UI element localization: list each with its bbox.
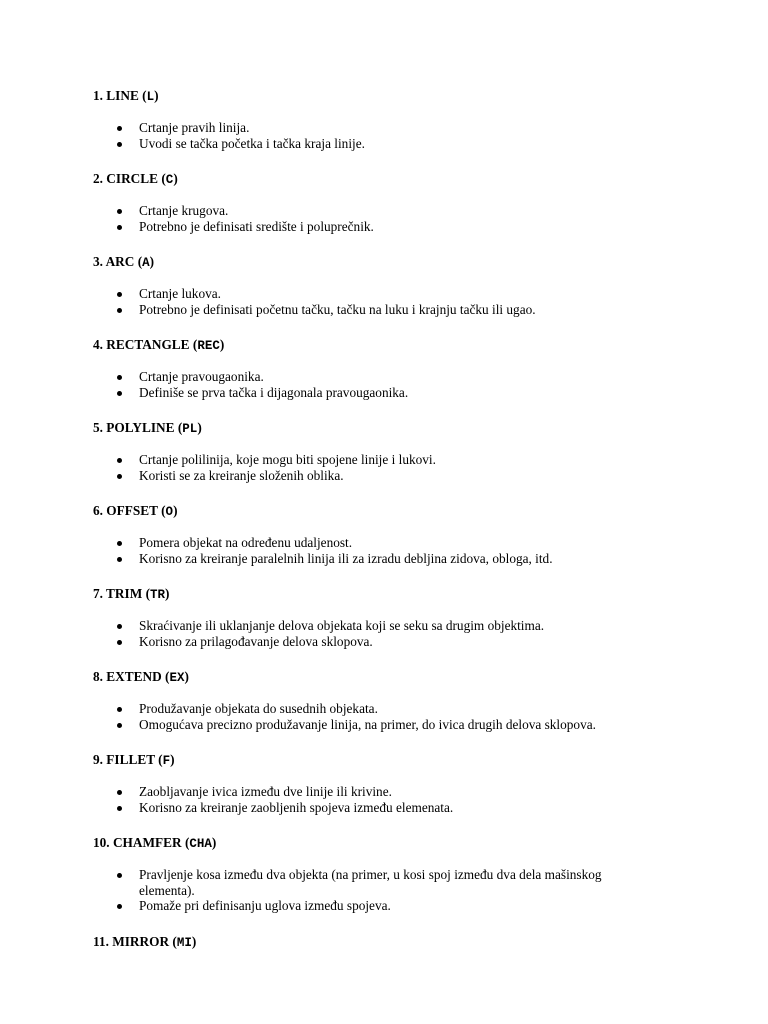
- command-section: [93, 751, 653, 815]
- list-item: Crtanje lukova.: [93, 286, 653, 302]
- command-section: [93, 253, 653, 317]
- list-item: Potrebno je definisati središte i poluprečnik.: [93, 219, 653, 235]
- section-heading: 8. EXTEND (EX): [93, 669, 189, 685]
- bullet-list: [93, 867, 653, 914]
- list-item: Produžavanje objekata do susednih objekata.: [93, 701, 653, 717]
- section-heading: 1. LINE (L): [93, 88, 159, 104]
- list-item: Definiše se prva tačka i dijagonala pravougaonika.: [93, 385, 653, 401]
- bullet-list: [93, 369, 653, 400]
- bullet-list: [93, 203, 653, 234]
- command-title: 1. LINE: [93, 88, 139, 103]
- bullet-list: [93, 618, 653, 649]
- bullet-list: [93, 286, 653, 317]
- list-item: Crtanje krugova.: [93, 203, 653, 219]
- list-item: Koristi se za kreiranje složenih oblika.: [93, 468, 653, 484]
- section-heading: 10. CHAMFER (CHA): [93, 835, 217, 851]
- bullet-list: [93, 701, 653, 732]
- command-section: [93, 170, 653, 234]
- command-shortcut: CHA: [189, 837, 212, 851]
- list-item: Korisno za kreiranje zaobljenih spojeva između elemenata.: [93, 800, 653, 816]
- command-section: [93, 419, 653, 483]
- command-section: [93, 668, 653, 732]
- bullet-list: [93, 452, 653, 483]
- command-shortcut: C: [165, 173, 174, 187]
- list-item: Pomera objekat na određenu udaljenost.: [93, 535, 653, 551]
- command-shortcut: F: [162, 754, 171, 768]
- command-title: 5. POLYLINE: [93, 420, 175, 435]
- command-title: 10. CHAMFER: [93, 835, 182, 850]
- command-title: 8. EXTEND: [93, 669, 162, 684]
- command-title: 3. ARC: [93, 254, 135, 269]
- command-section: [93, 502, 653, 566]
- section-heading: 4. RECTANGLE (REC): [93, 337, 225, 353]
- list-item: Pomaže pri definisanju uglova između spojeva.: [93, 898, 653, 914]
- section-heading: 2. CIRCLE (C): [93, 171, 178, 187]
- list-item: Crtanje pravougaonika.: [93, 369, 653, 385]
- section-heading: 3. ARC (A): [93, 254, 155, 270]
- command-title: 2. CIRCLE: [93, 171, 159, 186]
- command-shortcut: TR: [150, 588, 166, 602]
- command-shortcut: O: [165, 505, 174, 519]
- list-item: Omogućava precizno produžavanje linija, na primer, do ivica drugih delova sklopova.: [93, 717, 653, 733]
- command-section: [93, 87, 653, 151]
- list-item: Crtanje pravih linija.: [93, 120, 653, 136]
- command-section: [93, 585, 653, 649]
- list-item: Potrebno je definisati početnu tačku, tačku na luku i krajnju tačku ili ugao.: [93, 302, 653, 318]
- command-section: [93, 834, 653, 914]
- command-title: 9. FILLET: [93, 752, 155, 767]
- command-title: 11. MIRROR: [93, 933, 170, 949]
- list-item: Pravljenje kosa između dva objekta (na primer, u kosi spoj između dva dela mašinskog elementa).: [93, 867, 653, 898]
- section-heading: 7. TRIM (TR): [93, 586, 170, 602]
- command-title: 6. OFFSET: [93, 503, 158, 518]
- command-shortcut: PL: [182, 422, 198, 436]
- command-section: [93, 933, 653, 950]
- list-item: Uvodi se tačka početka i tačka kraja linije.: [93, 136, 653, 152]
- list-item: Zaobljavanje ivica između dve linije ili krivine.: [93, 784, 653, 800]
- command-shortcut: A: [142, 256, 150, 270]
- command-shortcut: REC: [197, 339, 220, 353]
- command-shortcut: EX: [169, 671, 185, 685]
- command-section: [93, 336, 653, 400]
- bullet-list: [93, 784, 653, 815]
- section-heading: 11. MIRROR (MI): [93, 933, 197, 950]
- list-item: Crtanje polilinija, koje mogu biti spojene linije i lukovi.: [93, 452, 653, 468]
- section-heading: 9. FILLET (F): [93, 752, 175, 768]
- list-item: Skraćivanje ili uklanjanje delova objekata koji se seku sa drugim objektima.: [93, 618, 653, 634]
- document-body: [93, 87, 653, 950]
- command-title: 4. RECTANGLE: [93, 337, 190, 352]
- command-shortcut: L: [146, 90, 155, 104]
- list-item: Korisno za kreiranje paralelnih linija ili za izradu debljina zidova, obloga, itd.: [93, 551, 653, 567]
- section-heading: 6. OFFSET (O): [93, 503, 178, 519]
- bullet-list: [93, 120, 653, 151]
- command-title: 7. TRIM: [93, 586, 143, 601]
- command-shortcut: MI: [176, 935, 192, 950]
- section-heading: 5. POLYLINE (PL): [93, 420, 202, 436]
- list-item: Korisno za prilagođavanje delova sklopova.: [93, 634, 653, 650]
- bullet-list: [93, 535, 653, 566]
